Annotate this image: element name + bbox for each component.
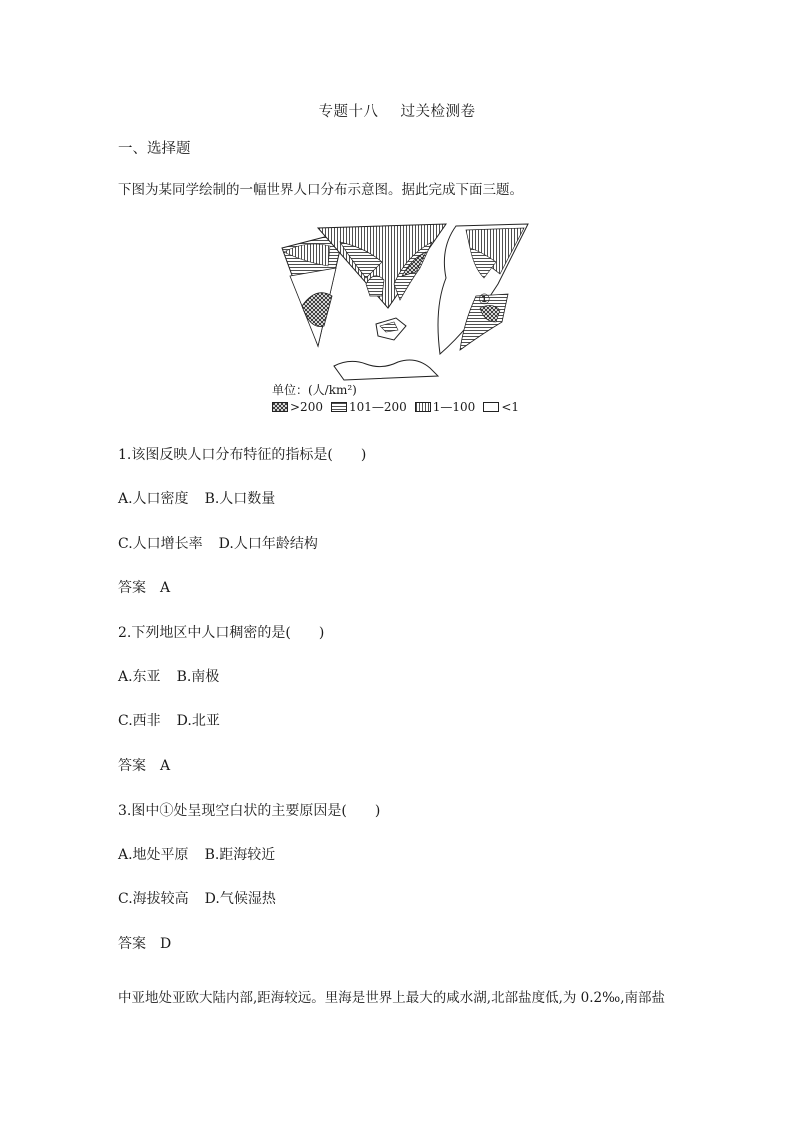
question-1-stem: 1.该图反映人口分布特征的指标是( ) [118, 447, 367, 463]
option-d: D.人口年龄结构 [218, 536, 318, 552]
option-c: C.西非 [118, 713, 161, 729]
page-title [0, 100, 794, 121]
question-1-options-row-2 [118, 533, 318, 553]
blank-swatch-icon [483, 402, 499, 412]
horizontal-lines-swatch-icon [331, 402, 347, 412]
question-3-stem: 3.图中①处呈现空白状的主要原因是( ) [118, 803, 381, 819]
section-heading: 一、选择题 [118, 141, 191, 157]
option-d: D.气候湿热 [204, 891, 276, 907]
title-part-1: 专题十八 [318, 104, 379, 120]
continent-eurasia [318, 224, 446, 308]
question-1-options-row-1 [118, 488, 275, 508]
option-a: A.地处平原 [118, 847, 189, 863]
question-3-options-row-1 [118, 844, 275, 864]
intro-text: 下图为某同学绘制的一幅世界人口分布示意图。据此完成下面三题。 [118, 182, 523, 198]
continent-antarctica [334, 360, 438, 380]
continent-north-america [282, 232, 344, 346]
vertical-lines-swatch-icon [415, 402, 431, 412]
legend-item-low: 1—100 [415, 400, 476, 414]
legend-item-medium: 101—200 [331, 400, 407, 414]
world-population-map [270, 218, 532, 383]
legend-item-sparse: <1 [483, 400, 519, 414]
option-a: A.人口密度 [118, 491, 189, 507]
option-a: A.东亚 [118, 669, 161, 685]
region-label-1: ① [478, 292, 491, 308]
question-2-options-row-1 [118, 666, 219, 686]
crosshatch-swatch-icon [272, 402, 288, 412]
question-3-options-row-2 [118, 888, 276, 908]
option-d: D.北亚 [176, 713, 220, 729]
trailing-passage: 中亚地处亚欧大陆内部,距海较远。里海是世界上最大的咸水湖,北部盐度低,为 0.2‰,南部盐 [118, 990, 666, 1006]
question-1-answer: 答案 A [118, 580, 171, 596]
title-part-2: 过关检测卷 [400, 104, 476, 120]
continent-africa [438, 224, 528, 354]
question-2-stem: 2.下列地区中人口稠密的是( ) [118, 625, 325, 641]
question-2-answer: 答案 A [118, 758, 171, 774]
option-b: B.人口数量 [204, 491, 276, 507]
small-landmass [376, 318, 406, 340]
question-3-answer: 答案 D [118, 936, 172, 952]
option-b: B.南极 [176, 669, 220, 685]
map-legend [272, 400, 527, 414]
option-b: B.距海较近 [204, 847, 276, 863]
option-c: C.人口增长率 [118, 536, 203, 552]
option-c: C.海拔较高 [118, 891, 189, 907]
legend-item-high: >200 [272, 400, 323, 414]
legend-unit: 单位：(人/km²) [272, 383, 357, 397]
question-2-options-row-2 [118, 710, 220, 730]
